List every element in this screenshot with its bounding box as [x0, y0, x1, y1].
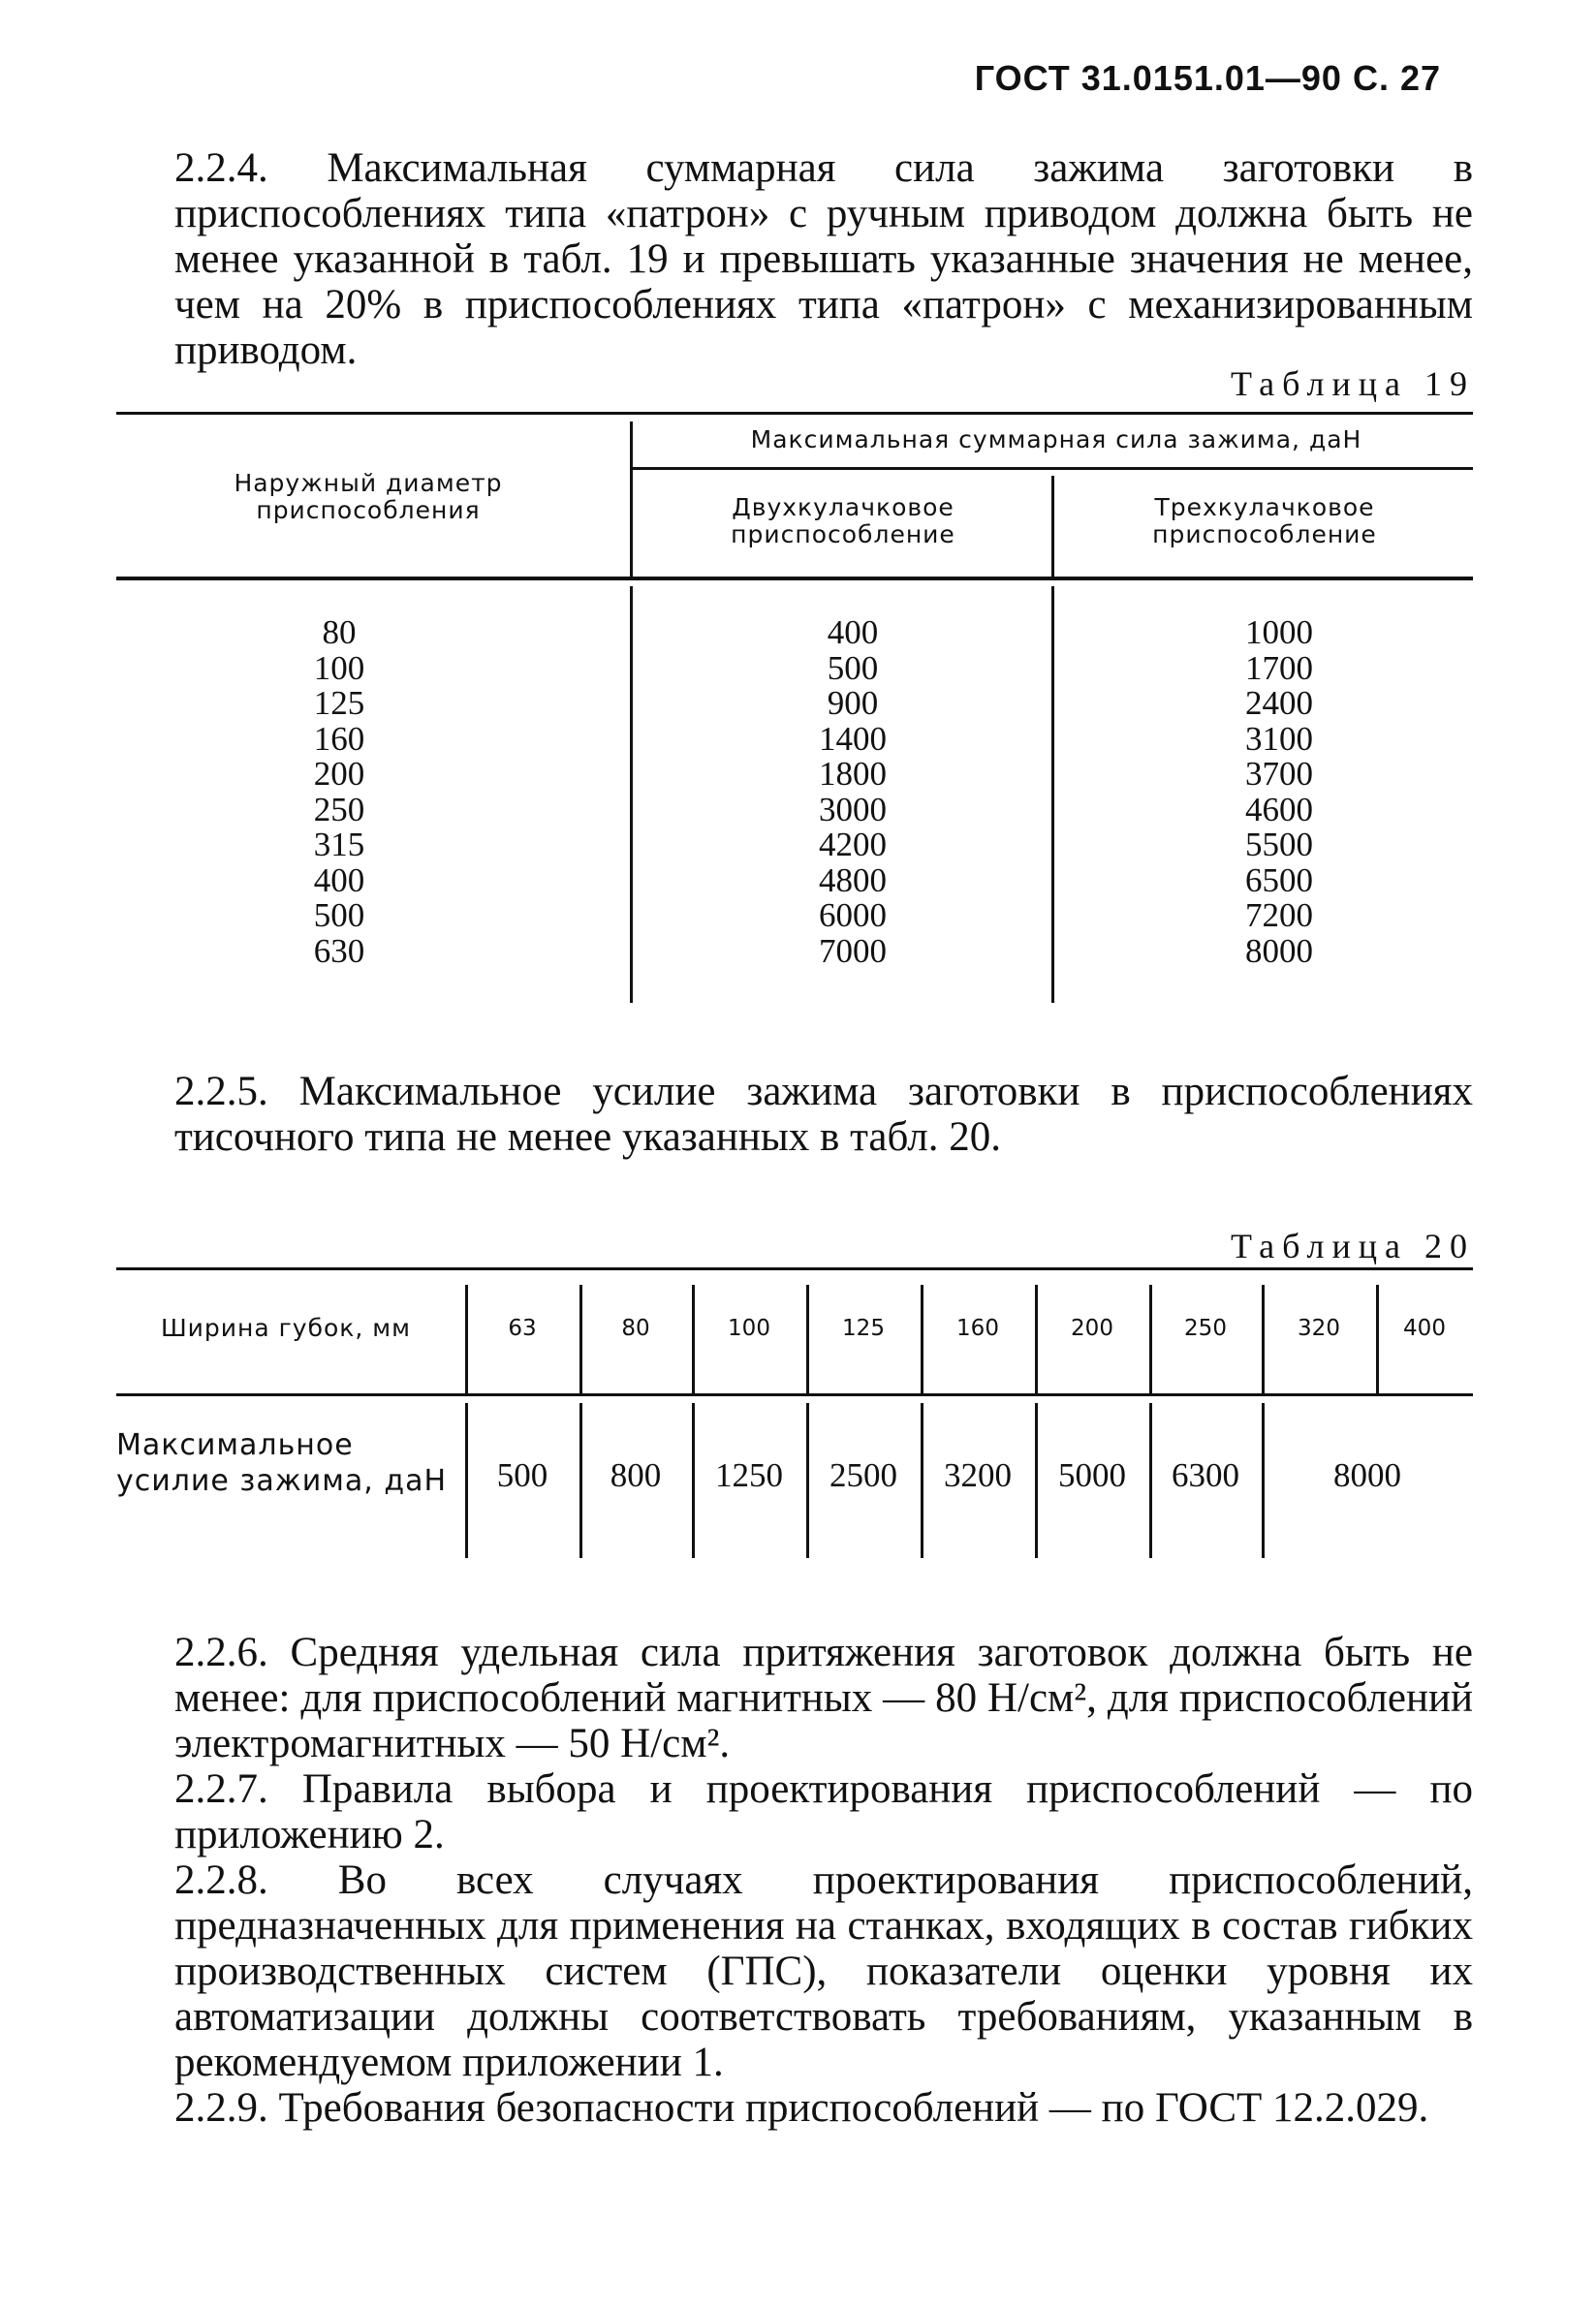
- paragraph-2-2-5: [116, 1069, 1473, 1160]
- table-cell: 315: [313, 826, 365, 863]
- table-cell: 250: [1184, 1316, 1227, 1341]
- table-cell: 630: [313, 931, 365, 970]
- table-cell: 500: [313, 896, 365, 934]
- table-cell: 8000: [1245, 931, 1313, 970]
- paragraph-2-2-9: [116, 2085, 1473, 2131]
- table-cell: 800: [610, 1456, 662, 1494]
- table-cell: 6500: [1245, 860, 1313, 899]
- table-cell: 2400: [1245, 684, 1313, 722]
- table-cell: 125: [842, 1316, 885, 1341]
- table-cell: 160: [313, 719, 365, 758]
- paragraph-text: 2.2.8. Во всех случаях проектирования приспособлений, предназначенных для применения на станках, входящих в состав гибких производственных систем (ГПС), показатели оценки уровня их автоматизации должны соответствовать требованиям, указанным в рекомендуемом приложении 1.: [174, 1857, 1473, 2085]
- table-cell: 1250: [715, 1456, 783, 1494]
- table-rule: [116, 1393, 1473, 1396]
- col-header-three-jaw: Трехкулачковое приспособление: [1152, 493, 1377, 548]
- paragraph-text: 2.2.5. Максимальное усилие зажима заготовки в приспособлениях тисочного типа не менее указанных в табл. 20.: [174, 1069, 1473, 1160]
- table-rule: [116, 412, 1473, 415]
- table-rule: [116, 1267, 1473, 1270]
- table-20: [116, 1267, 1473, 1558]
- table-cell: 8000: [1333, 1456, 1401, 1494]
- table-cell: 160: [956, 1316, 999, 1341]
- paragraph-2-2-4: [116, 145, 1473, 373]
- paragraph-text: 2.2.6. Средняя удельная сила притяжения заготовок должна быть не менее: для приспособлений магнитных — 80 Н/см², для приспособлений электромагнитных — 50 Н/см².: [174, 1630, 1473, 1766]
- table-cell: 400: [313, 860, 365, 899]
- table-cell: 1000: [1245, 613, 1313, 651]
- table-cell: 4800: [819, 860, 887, 899]
- table20-caption: Таблица 20: [1231, 1227, 1475, 1265]
- group-header-force: Максимальная суммарная сила зажима, даН: [750, 425, 1362, 453]
- table-cell: 5500: [1245, 826, 1313, 863]
- paragraph-2-2-7: [116, 1766, 1473, 1857]
- table-cell: 400: [827, 613, 879, 651]
- col-header-two-jaw: Двухкулачковое приспособление: [731, 493, 955, 548]
- table-cell: 3200: [944, 1456, 1012, 1494]
- table-cell: 1700: [1245, 648, 1313, 687]
- table-cell: 5000: [1058, 1456, 1126, 1494]
- table-cell: 63: [508, 1316, 537, 1341]
- table-cell: 1400: [819, 719, 887, 758]
- table-cell: 100: [313, 648, 365, 687]
- table-cell: 3000: [819, 790, 887, 828]
- table-divider: [1051, 586, 1054, 1003]
- table-cell: 4200: [819, 826, 887, 863]
- table-rule: [116, 577, 1473, 580]
- paragraph-2-2-8: [116, 1857, 1473, 2085]
- col-two-jaw: [766, 615, 940, 969]
- table-rule: [630, 467, 1473, 470]
- table-divider: [630, 586, 633, 1003]
- col-diameter: [262, 615, 417, 969]
- table-cell: 4600: [1245, 790, 1313, 828]
- table-cell: 250: [313, 790, 365, 828]
- paragraph-text: 2.2.4. Максимальная суммарная сила зажима заготовки в приспособлениях типа «патрон» с ручным приводом должна быть не менее указанной в табл. 19 и превышать указанные значения не менее, чем на 20% в приспособлениях типа «патрон» с механизированным приводом.: [174, 145, 1473, 373]
- table-cell: 400: [1403, 1316, 1446, 1341]
- table-cell: 6000: [819, 896, 887, 934]
- table-cell: 125: [313, 684, 365, 722]
- col-header-diameter: Наружный диаметр приспособления: [234, 469, 503, 524]
- paragraph-2-2-6: [116, 1630, 1473, 1766]
- table-cell: 500: [496, 1456, 548, 1494]
- row-label-force: Максимальное усилие зажима, даН: [116, 1428, 448, 1498]
- table-cell: 3700: [1245, 755, 1313, 793]
- table-cell: 80: [621, 1316, 650, 1341]
- row-label-width: Ширина губок, мм: [160, 1314, 412, 1342]
- table-cell: 80: [322, 613, 357, 651]
- table-divider: [630, 421, 633, 577]
- paragraph-text: 2.2.9. Требования безопасности приспособлений — по ГОСТ 12.2.029.: [174, 2085, 1429, 2131]
- table-cell: 200: [1071, 1316, 1113, 1341]
- table-cell: 320: [1298, 1316, 1340, 1341]
- table-cell: 1800: [819, 755, 887, 793]
- table19-caption: Таблица 19: [1231, 364, 1475, 403]
- table-cell: 3100: [1245, 719, 1313, 758]
- table-cell: 7200: [1245, 896, 1313, 934]
- table-cell: 900: [827, 684, 879, 722]
- col-three-jaw: [1192, 615, 1366, 969]
- table-cell: 7000: [819, 931, 887, 970]
- table-cell: 100: [728, 1316, 770, 1341]
- table-cell: 500: [827, 648, 879, 687]
- table-cell: 2500: [829, 1456, 897, 1494]
- table-divider: [1051, 476, 1054, 577]
- page-header: ГОСТ 31.0151.01—90 С. 27: [974, 58, 1441, 98]
- table-cell: 6300: [1172, 1456, 1239, 1494]
- table-cell: 200: [313, 755, 365, 793]
- table-19: [116, 412, 1473, 1008]
- paragraph-text: 2.2.7. Правила выбора и проектирования приспособлений — по приложению 2.: [174, 1766, 1473, 1857]
